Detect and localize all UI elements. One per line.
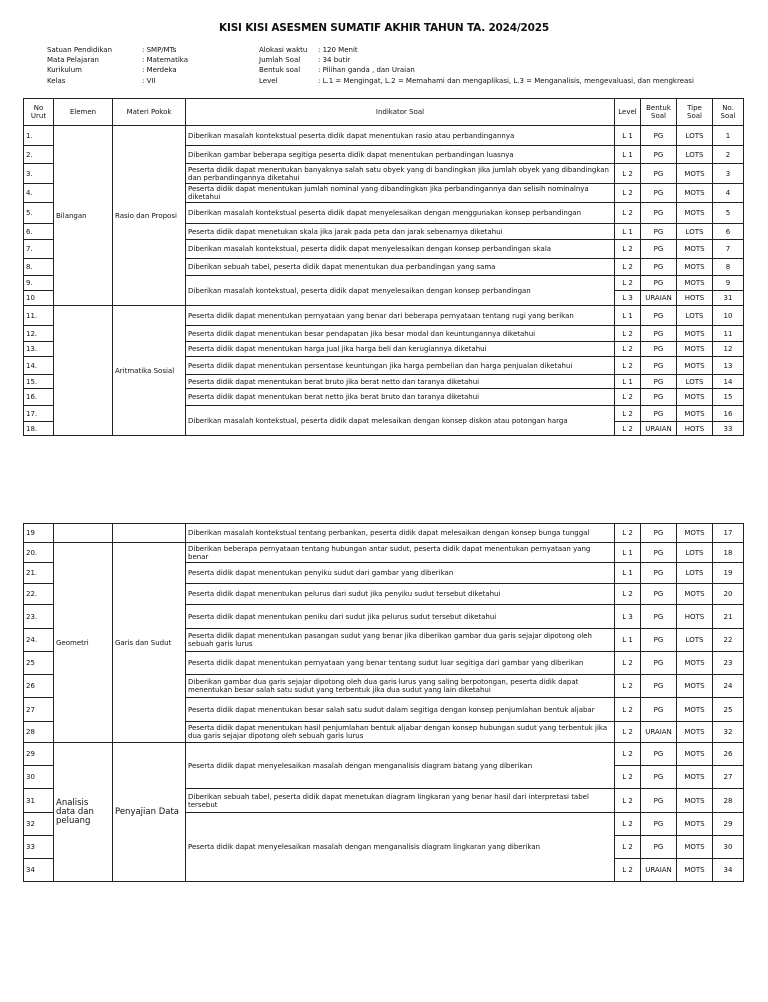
row-no: 28 (24, 722, 54, 743)
tipe-cell: LOTS (677, 126, 713, 146)
tipe-cell: MOTS (677, 184, 713, 203)
bentuk-cell: PG (641, 406, 677, 422)
tipe-cell: MOTS (677, 675, 713, 698)
bentuk-cell: PG (641, 836, 677, 859)
bentuk-cell: PG (641, 184, 677, 203)
info-row (259, 45, 694, 55)
row-no: 21. (24, 563, 54, 584)
soal-cell: 20 (713, 584, 744, 605)
row-no: 2. (24, 146, 54, 164)
row-no: 16. (24, 389, 54, 406)
level-cell: L 2 (615, 240, 641, 259)
bentuk-cell: PG (641, 306, 677, 326)
bentuk-cell: PG (641, 584, 677, 605)
soal-cell: 1 (713, 126, 744, 146)
row-no: 24. (24, 629, 54, 652)
indikator-cell: Diberikan gambar beberapa segitiga peserta didik dapat menentukan perbandingan luasnya (186, 146, 615, 164)
soal-cell: 8 (713, 259, 744, 276)
indikator-cell: Peserta didik dapat menentukan pernyataan yang benar tentang sudut luar segitiga dari gambar yang diberikan (186, 652, 615, 675)
info-row (259, 65, 694, 75)
indikator-cell: Peserta didik dapat menentukan pernyataan yang benar dari beberapa pernyataan tentang rugi yang berikan (186, 306, 615, 326)
indikator-cell: Peserta didik dapat menyelesaikan masalah dengan menganalisis diagram lingkaran yang diberikan (186, 813, 615, 882)
indikator-cell: Peserta didik dapat menetukan skala jika jarak pada peta dan jarak sebenarnya diketahui (186, 224, 615, 240)
soal-cell: 11 (713, 326, 744, 342)
info-row (259, 55, 694, 65)
indikator-cell: Peserta didik dapat menentukan penyiku sudut dari gambar yang diberikan (186, 563, 615, 584)
tipe-cell: MOTS (677, 259, 713, 276)
tipe-cell: MOTS (677, 524, 713, 543)
table-row (24, 126, 744, 146)
row-no: 11. (24, 306, 54, 326)
row-no: 3. (24, 164, 54, 184)
elemen-cell: Analisis data dan peluang (54, 743, 113, 882)
bentuk-cell: PG (641, 652, 677, 675)
bentuk-cell: PG (641, 766, 677, 789)
soal-cell: 21 (713, 605, 744, 629)
bentuk-cell: PG (641, 259, 677, 276)
info-value: : 34 butir (318, 56, 351, 65)
document-title: KISI KISI ASESMEN SUMATIF AKHIR TAHUN TA. 2024/2025 (219, 22, 549, 34)
indikator-cell: Peserta didik dapat menentukan peniku dari sudut jika pelurus sudut tersebut diketahui (186, 605, 615, 629)
info-value: : Matematika (142, 56, 188, 65)
bentuk-cell: PG (641, 389, 677, 406)
bentuk-cell: PG (641, 326, 677, 342)
level-cell: L 2 (615, 743, 641, 766)
soal-cell: 22 (713, 629, 744, 652)
info-left (47, 45, 188, 86)
indikator-cell: Diberikan masalah kontekstual, peserta didik dapat menyelesaikan dengan konsep perbandingan (186, 276, 615, 306)
tipe-cell: MOTS (677, 240, 713, 259)
bentuk-cell: URAIAN (641, 859, 677, 882)
indikator-cell: Peserta didik dapat menentukan pasangan sudut yang benar jika diberikan gambar dua garis sejajar dipotong oleh sebuah garis lurus (186, 629, 615, 652)
header-no-soal: No. Soal (713, 99, 744, 126)
table-row (24, 524, 744, 543)
level-cell: L 2 (615, 584, 641, 605)
tipe-cell: MOTS (677, 652, 713, 675)
level-cell: L 1 (615, 629, 641, 652)
level-cell: L 2 (615, 698, 641, 722)
level-cell: L 2 (615, 524, 641, 543)
elemen-cell: Bilangan (54, 126, 113, 306)
indikator-cell: Diberikan masalah kontekstual, peserta didik dapat menyelesaikan dengan konsep perbandingan skala (186, 240, 615, 259)
tipe-cell: MOTS (677, 789, 713, 813)
indikator-cell: Diberikan gambar dua garis sejajar dipotong oleh dua garis lurus yang saling berpotongan, peserta didik dapat menentukan besar salah satu sudut yang terbentuk jika dua sudut yang lain diketahui (186, 675, 615, 698)
soal-cell: 28 (713, 789, 744, 813)
bentuk-cell: PG (641, 164, 677, 184)
bentuk-cell: PG (641, 543, 677, 563)
soal-cell: 10 (713, 306, 744, 326)
indikator-cell: Peserta didik dapat menyelesaikan masalah dengan menganalisis diagram batang yang diberikan (186, 743, 615, 789)
soal-cell: 12 (713, 342, 744, 357)
level-cell: L 1 (615, 543, 641, 563)
tipe-cell: LOTS (677, 306, 713, 326)
info-row (47, 45, 188, 55)
indikator-cell: Peserta didik dapat menentukan besar pendapatan jika besar modal dan keuntungannya diketahui (186, 326, 615, 342)
kisi-table-2 (23, 523, 744, 882)
indikator-cell: Diberikan masalah kontekstual, peserta didik dapat melesaikan dengan konsep diskon atau potongan harga (186, 406, 615, 436)
soal-cell: 25 (713, 698, 744, 722)
tipe-cell: MOTS (677, 813, 713, 836)
tipe-cell: MOTS (677, 164, 713, 184)
bentuk-cell: PG (641, 675, 677, 698)
row-no: 19 (24, 524, 54, 543)
row-no: 7. (24, 240, 54, 259)
row-no: 27 (24, 698, 54, 722)
header-tipe: Tipe Soal (677, 99, 713, 126)
row-no: 25 (24, 652, 54, 675)
soal-cell: 19 (713, 563, 744, 584)
info-value: : SMP/MTs (142, 46, 177, 54)
level-cell: L 2 (615, 184, 641, 203)
info-value: : 120 Menit (318, 46, 358, 54)
soal-cell: 15 (713, 389, 744, 406)
materi-cell: Rasio dan Proposi (113, 126, 186, 306)
tipe-cell: HOTS (677, 605, 713, 629)
level-cell: L 3 (615, 291, 641, 306)
row-no: 14. (24, 357, 54, 375)
level-cell: L 2 (615, 164, 641, 184)
elemen-cell: Geometri (54, 543, 113, 743)
info-row (259, 76, 694, 86)
level-cell: L 2 (615, 357, 641, 375)
soal-cell: 17 (713, 524, 744, 543)
header-bentuk: Bentuk Soal (641, 99, 677, 126)
bentuk-cell: PG (641, 813, 677, 836)
row-no: 17. (24, 406, 54, 422)
row-no: 18. (24, 422, 54, 436)
row-no: 33 (24, 836, 54, 859)
tipe-cell: MOTS (677, 389, 713, 406)
materi-cell (113, 524, 186, 543)
soal-cell: 5 (713, 203, 744, 224)
indikator-cell: Peserta didik dapat menentukan berat netto jika berat bruto dan taranya diketahui (186, 389, 615, 406)
soal-cell: 6 (713, 224, 744, 240)
header-indikator: Indikator Soal (186, 99, 615, 126)
level-cell: L 2 (615, 836, 641, 859)
bentuk-cell: URAIAN (641, 291, 677, 306)
bentuk-cell: URAIAN (641, 422, 677, 436)
header-elemen: Elemen (54, 99, 113, 126)
soal-cell: 9 (713, 276, 744, 291)
indikator-cell: Diberikan masalah kontekstual tentang perbankan, peserta didik dapat melesaikan dengan konsep bunga tunggal (186, 524, 615, 543)
level-cell: L 2 (615, 766, 641, 789)
level-cell: L 2 (615, 722, 641, 743)
level-cell: L 2 (615, 789, 641, 813)
level-cell: L 1 (615, 306, 641, 326)
indikator-cell: Peserta didik dapat menentukan berat bruto jika berat netto dan taranya diketahui (186, 375, 615, 389)
row-no: 30 (24, 766, 54, 789)
row-no: 5. (24, 203, 54, 224)
bentuk-cell: PG (641, 563, 677, 584)
row-no: 13. (24, 342, 54, 357)
tipe-cell: MOTS (677, 326, 713, 342)
row-no: 29 (24, 743, 54, 766)
tipe-cell: MOTS (677, 276, 713, 291)
info-label: Level (259, 76, 278, 85)
soal-cell: 14 (713, 375, 744, 389)
soal-cell: 24 (713, 675, 744, 698)
table-row (24, 306, 744, 326)
bentuk-cell: PG (641, 375, 677, 389)
tipe-cell: LOTS (677, 146, 713, 164)
tipe-cell: MOTS (677, 584, 713, 605)
info-label: Kurikulum (47, 66, 82, 75)
header-materi: Materi Pokok (113, 99, 186, 126)
bentuk-cell: PG (641, 605, 677, 629)
soal-cell: 4 (713, 184, 744, 203)
soal-cell: 7 (713, 240, 744, 259)
row-no: 6. (24, 224, 54, 240)
info-value: : L.1 = Mengingat, L.2 = Memahami dan mengaplikasi, L.3 = Menganalisis, mengevaluasi, dan mengkreasi (318, 76, 694, 85)
info-value: : Pilihan ganda , dan Uraian (318, 66, 415, 75)
tipe-cell: LOTS (677, 375, 713, 389)
materi-cell: Penyajian Data (113, 743, 186, 882)
level-cell: L 2 (615, 813, 641, 836)
indikator-cell: Peserta didik dapat menentukan harga jual jika harga beli dan kerugiannya diketahui (186, 342, 615, 357)
indikator-cell: Peserta didik dapat menentukan besar salah satu sudut dalam segitiga dengan konsep penjumlahan bentuk aljabar (186, 698, 615, 722)
soal-cell: 3 (713, 164, 744, 184)
bentuk-cell: PG (641, 240, 677, 259)
level-cell: L 1 (615, 224, 641, 240)
bentuk-cell: PG (641, 789, 677, 813)
row-no: 9. (24, 276, 54, 291)
info-row (47, 65, 188, 75)
table-row (24, 543, 744, 563)
level-cell: L 2 (615, 342, 641, 357)
row-no: 10 (24, 291, 54, 306)
row-no: 20. (24, 543, 54, 563)
bentuk-cell: PG (641, 357, 677, 375)
indikator-cell: Diberikan masalah kontekstual peserta didik dapat menentukan rasio atau perbandingannya (186, 126, 615, 146)
row-no: 12. (24, 326, 54, 342)
info-value: : VII (142, 76, 156, 85)
bentuk-cell: URAIAN (641, 722, 677, 743)
soal-cell: 29 (713, 813, 744, 836)
row-no: 8. (24, 259, 54, 276)
soal-cell: 34 (713, 859, 744, 882)
indikator-cell: Diberikan masalah kontekstual peserta didik dapat menyelesaikan dengan menggunakan konsep perbandingan (186, 203, 615, 224)
bentuk-cell: PG (641, 698, 677, 722)
indikator-cell: Diberikan sebuah tabel, peserta didik dapat menetukan diagram lingkaran yang benar hasil dari interpretasi tabel tersebut (186, 789, 615, 813)
level-cell: L 2 (615, 389, 641, 406)
soal-cell: 2 (713, 146, 744, 164)
tipe-cell: LOTS (677, 563, 713, 584)
tipe-cell: MOTS (677, 766, 713, 789)
tipe-cell: LOTS (677, 224, 713, 240)
level-cell: L 3 (615, 605, 641, 629)
info-label: Mata Pelajaran (47, 56, 99, 65)
header-row (24, 99, 744, 126)
indikator-cell: Peserta didik dapat menentukan jumlah nominal yang dibandingkan jika perbandingannya dan selisih nominalnya diketahui (186, 184, 615, 203)
bentuk-cell: PG (641, 276, 677, 291)
row-no: 15. (24, 375, 54, 389)
materi-cell: Aritmatika Sosial (113, 306, 186, 436)
soal-cell: 30 (713, 836, 744, 859)
level-cell: L 2 (615, 675, 641, 698)
row-no: 22. (24, 584, 54, 605)
row-no: 26 (24, 675, 54, 698)
tipe-cell: HOTS (677, 422, 713, 436)
level-cell: L 2 (615, 276, 641, 291)
tipe-cell: MOTS (677, 406, 713, 422)
header-no-urut: No Urut (24, 99, 54, 126)
tipe-cell: MOTS (677, 357, 713, 375)
indikator-cell: Diberikan sebuah tabel, peserta didik dapat menentukan dua perbandingan yang sama (186, 259, 615, 276)
indikator-cell: Peserta didik dapat menentukan persentase keuntungan jika harga pembelian dan harga penjualan diketahui (186, 357, 615, 375)
tipe-cell: MOTS (677, 698, 713, 722)
soal-cell: 23 (713, 652, 744, 675)
info-label: Alokasi waktu (259, 46, 308, 54)
indikator-cell: Peserta didik dapat menentukan pelurus dari sudut jika penyiku sudut tersebut diketahui (186, 584, 615, 605)
info-label: Satuan Pendidikan (47, 46, 113, 54)
tipe-cell: MOTS (677, 342, 713, 357)
level-cell: L 2 (615, 259, 641, 276)
info-right (259, 45, 694, 86)
tipe-cell: LOTS (677, 543, 713, 563)
tipe-cell: LOTS (677, 629, 713, 652)
bentuk-cell: PG (641, 203, 677, 224)
level-cell: L 1 (615, 375, 641, 389)
tipe-cell: MOTS (677, 836, 713, 859)
row-no: 34 (24, 859, 54, 882)
tipe-cell: MOTS (677, 743, 713, 766)
row-no: 32 (24, 813, 54, 836)
materi-cell: Garis dan Sudut (113, 543, 186, 743)
header-level: Level (615, 99, 641, 126)
row-no: 4. (24, 184, 54, 203)
level-cell: L 2 (615, 859, 641, 882)
level-cell: L 2 (615, 203, 641, 224)
bentuk-cell: PG (641, 743, 677, 766)
soal-cell: 13 (713, 357, 744, 375)
bentuk-cell: PG (641, 146, 677, 164)
level-cell: L 2 (615, 422, 641, 436)
elemen-cell (54, 524, 113, 543)
soal-cell: 32 (713, 722, 744, 743)
row-no: 1. (24, 126, 54, 146)
bentuk-cell: PG (641, 224, 677, 240)
soal-cell: 33 (713, 422, 744, 436)
tipe-cell: HOTS (677, 291, 713, 306)
tipe-cell: MOTS (677, 203, 713, 224)
soal-cell: 27 (713, 766, 744, 789)
indikator-cell: Peserta didik dapat menentukan banyaknya salah satu obyek yang di bandingkan jika jumlah obyek yang dibandingkan dan perbandingannya diketahui (186, 164, 615, 184)
kisi-table-1 (23, 98, 744, 436)
indikator-cell: Diberikan beberapa pernyataan tentang hubungan antar sudut, peserta didik dapat menentukan pernyataan yang benar (186, 543, 615, 563)
level-cell: L 1 (615, 146, 641, 164)
level-cell: L 2 (615, 406, 641, 422)
tipe-cell: MOTS (677, 859, 713, 882)
row-no: 23. (24, 605, 54, 629)
elemen-cell (54, 306, 113, 436)
info-value: : Merdeka (142, 66, 177, 75)
soal-cell: 26 (713, 743, 744, 766)
table-row (24, 743, 744, 766)
info-row (47, 55, 188, 65)
row-no: 31 (24, 789, 54, 813)
bentuk-cell: PG (641, 629, 677, 652)
bentuk-cell: PG (641, 126, 677, 146)
soal-cell: 18 (713, 543, 744, 563)
info-row (47, 76, 188, 86)
indikator-cell: Peserta didik dapat menentukan hasil penjumlahan bentuk aljabar dengan konsep hubungan sudut yang terbentuk jika dua garis sejajar dipotong oleh sebuah garis lurus (186, 722, 615, 743)
info-label: Bentuk soal (259, 66, 301, 75)
info-label: Jumlah Soal (259, 56, 301, 65)
bentuk-cell: PG (641, 342, 677, 357)
level-cell: L 2 (615, 326, 641, 342)
soal-cell: 16 (713, 406, 744, 422)
level-cell: L 1 (615, 126, 641, 146)
soal-cell: 31 (713, 291, 744, 306)
info-label: Kelas (47, 76, 66, 85)
bentuk-cell: PG (641, 524, 677, 543)
level-cell: L 1 (615, 563, 641, 584)
level-cell: L 2 (615, 652, 641, 675)
tipe-cell: MOTS (677, 722, 713, 743)
